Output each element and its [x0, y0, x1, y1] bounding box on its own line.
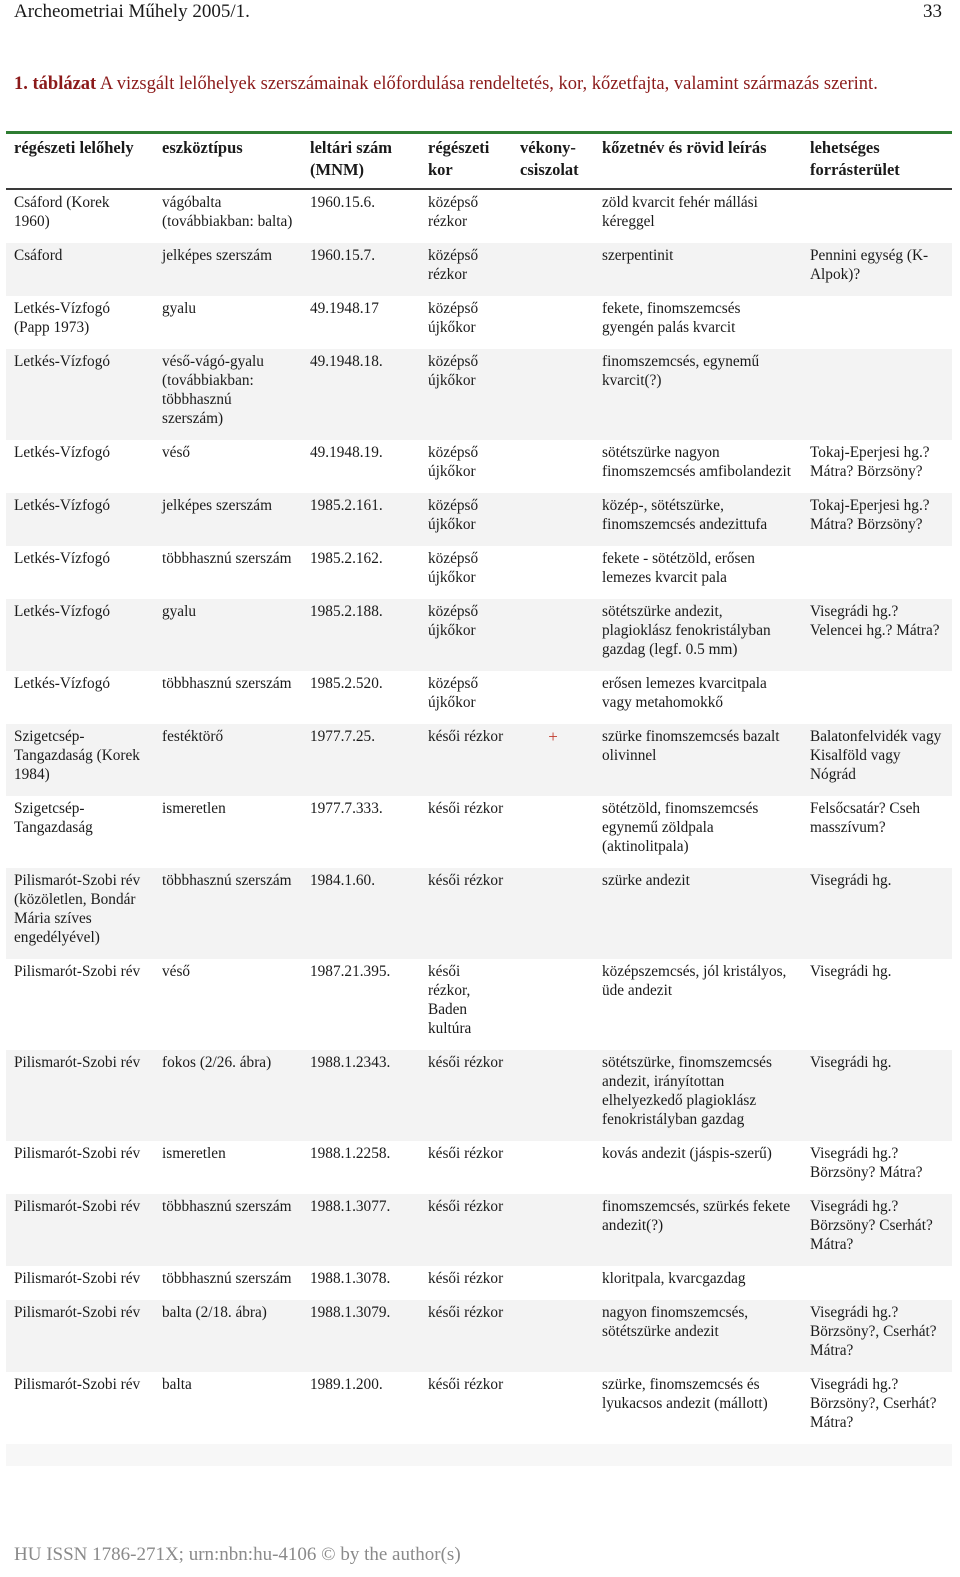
- rock-description-cell: zöld kvarcit fehér mállási kéreggel: [594, 189, 802, 243]
- table-row: [6, 796, 952, 868]
- period-cell: középső újkőkor: [420, 546, 512, 599]
- inventory-number-cell: 1984.1.60.: [302, 868, 420, 959]
- period-cell: középső újkőkor: [420, 493, 512, 546]
- inventory-number-cell: 1987.21.395.: [302, 959, 420, 1050]
- rock-description-cell: erősen lemezes kvarcitpala vagy metahomokkő: [594, 671, 802, 724]
- tool-type-cell: balta (2/18. ábra): [154, 1300, 302, 1372]
- period-cell: középső újkőkor: [420, 296, 512, 349]
- thin-section-cell: [512, 243, 594, 296]
- rock-description-cell: fekete - sötétzöld, erősen lemezes kvarcit pala: [594, 546, 802, 599]
- tool-type-cell: fokos (2/26. ábra): [154, 1050, 302, 1141]
- inventory-number-cell: 1977.7.333.: [302, 796, 420, 868]
- column-header: kőzetnév és rövid leírás: [594, 134, 802, 189]
- table-row: [6, 868, 952, 959]
- site-cell: Letkés-Vízfogó: [6, 599, 154, 671]
- site-cell: Letkés-Vízfogó: [6, 546, 154, 599]
- site-cell: Pilismarót-Szobi rév: [6, 1194, 154, 1266]
- inventory-number-cell: 49.1948.18.: [302, 349, 420, 440]
- site-cell: Pilismarót-Szobi rév (közöletlen, Bondár Mária szíves engedélyével): [6, 868, 154, 959]
- table-row: [6, 493, 952, 546]
- source-area-cell: [802, 671, 952, 724]
- table-row: [6, 546, 952, 599]
- source-area-cell: [802, 546, 952, 599]
- tool-type-cell: többhasznú szerszám: [154, 1266, 302, 1300]
- period-cell: középső újkőkor: [420, 349, 512, 440]
- table-row: [6, 671, 952, 724]
- footer-issn: HU ISSN 1786-271X; urn:nbn:hu-4106 © by the author(s): [14, 1544, 461, 1565]
- period-cell: késői rézkor, Baden kultúra: [420, 959, 512, 1050]
- column-header: régészeti lelőhely: [6, 134, 154, 189]
- site-cell: Pilismarót-Szobi rév: [6, 1372, 154, 1444]
- column-header: lehetséges forrásterület: [802, 134, 952, 189]
- tool-type-cell: véső: [154, 959, 302, 1050]
- source-area-cell: Visegrádi hg.? Börzsöny?, Cserhát? Mátra?: [802, 1300, 952, 1372]
- table-row: [6, 599, 952, 671]
- inventory-number-cell: 1988.1.3078.: [302, 1266, 420, 1300]
- column-header: leltári szám (MNM): [302, 134, 420, 189]
- period-cell: késői rézkor: [420, 1141, 512, 1194]
- journal-title: Archeometriai Műhely 2005/1.: [14, 1, 250, 22]
- period-cell: késői rézkor: [420, 1050, 512, 1141]
- tool-type-cell: többhasznú szerszám: [154, 671, 302, 724]
- period-cell: késői rézkor: [420, 1194, 512, 1266]
- inventory-number-cell: 1960.15.7.: [302, 243, 420, 296]
- period-cell: középső rézkor: [420, 189, 512, 243]
- inventory-number-cell: 1988.1.2343.: [302, 1050, 420, 1141]
- rock-description-cell: sötétszürke andezit, plagioklász fenokristályban gazdag (legf. 0.5 mm): [594, 599, 802, 671]
- period-cell: késői rézkor: [420, 1372, 512, 1444]
- tool-type-cell: véső-vágó-gyalu (továbbiakban: többhasznú szerszám): [154, 349, 302, 440]
- tool-type-cell: vágóbalta (továbbiakban: balta): [154, 189, 302, 243]
- inventory-number-cell: 1960.15.6.: [302, 189, 420, 243]
- inventory-number-cell: 1988.1.3079.: [302, 1300, 420, 1372]
- period-cell: késői rézkor: [420, 724, 512, 796]
- table-row: [6, 1266, 952, 1300]
- table-row: [6, 189, 952, 243]
- source-area-cell: [802, 1266, 952, 1300]
- source-area-cell: Visegrádi hg.: [802, 868, 952, 959]
- tool-type-cell: balta: [154, 1372, 302, 1444]
- thin-section-cell: [512, 1372, 594, 1444]
- source-area-cell: Visegrádi hg.? Börzsöny? Cserhát? Mátra?: [802, 1194, 952, 1266]
- period-cell: késői rézkor: [420, 868, 512, 959]
- rock-description-cell: szürke, finomszemcsés és lyukacsos andezit (mállott): [594, 1372, 802, 1444]
- inventory-number-cell: 49.1948.19.: [302, 440, 420, 493]
- thin-section-cell: [512, 1050, 594, 1141]
- period-cell: középső újkőkor: [420, 671, 512, 724]
- thin-section-cell: [512, 440, 594, 493]
- tool-type-cell: jelképes szerszám: [154, 243, 302, 296]
- site-cell: Csáford: [6, 243, 154, 296]
- thin-section-cell: [512, 671, 594, 724]
- thin-section-cell: [512, 189, 594, 243]
- site-cell: Letkés-Vízfogó: [6, 440, 154, 493]
- thin-section-cell: +: [512, 724, 594, 796]
- source-area-cell: [802, 349, 952, 440]
- rock-description-cell: fekete, finomszemcsés gyengén palás kvarcit: [594, 296, 802, 349]
- source-area-cell: Balatonfelvidék vagy Kisalföld vagy Nógrád: [802, 724, 952, 796]
- site-cell: Pilismarót-Szobi rév: [6, 1300, 154, 1372]
- table-caption: [14, 73, 944, 96]
- thin-section-cell: [512, 546, 594, 599]
- source-area-cell: [802, 189, 952, 243]
- tool-type-cell: ismeretlen: [154, 1141, 302, 1194]
- rock-description-cell: szürke finomszemcsés bazalt olivinnel: [594, 724, 802, 796]
- table-row: [6, 724, 952, 796]
- thin-section-cell: [512, 1266, 594, 1300]
- site-cell: Letkés-Vízfogó: [6, 349, 154, 440]
- tool-type-cell: gyalu: [154, 296, 302, 349]
- rock-description-cell: szerpentinit: [594, 243, 802, 296]
- source-area-cell: Visegrádi hg.? Velencei hg.? Mátra?: [802, 599, 952, 671]
- thin-section-cell: [512, 1194, 594, 1266]
- site-cell: Letkés-Vízfogó: [6, 671, 154, 724]
- rock-description-cell: kovás andezit (jáspis-szerű): [594, 1141, 802, 1194]
- thin-section-cell: [512, 796, 594, 868]
- rock-description-cell: kloritpala, kvarcgazdag: [594, 1266, 802, 1300]
- site-cell: Pilismarót-Szobi rév: [6, 959, 154, 1050]
- site-cell: Szigetcsép-Tangazdaság (Korek 1984): [6, 724, 154, 796]
- inventory-number-cell: 1977.7.25.: [302, 724, 420, 796]
- table-row: [6, 1194, 952, 1266]
- inventory-number-cell: 1989.1.200.: [302, 1372, 420, 1444]
- site-cell: Szigetcsép-Tangazdaság: [6, 796, 154, 868]
- thin-section-cell: [512, 868, 594, 959]
- table-row: [6, 243, 952, 296]
- thin-section-cell: [512, 1300, 594, 1372]
- table-row: [6, 296, 952, 349]
- inventory-number-cell: 1988.1.2258.: [302, 1141, 420, 1194]
- rock-description-cell: finomszemcsés, egynemű kvarcit(?): [594, 349, 802, 440]
- thin-section-cell: [512, 493, 594, 546]
- inventory-number-cell: 1985.2.161.: [302, 493, 420, 546]
- period-cell: késői rézkor: [420, 1300, 512, 1372]
- rock-description-cell: szürke andezit: [594, 868, 802, 959]
- site-cell: Pilismarót-Szobi rév: [6, 1266, 154, 1300]
- source-area-cell: [802, 296, 952, 349]
- table-row: [6, 1372, 952, 1444]
- table-caption-label: 1. táblázat: [14, 74, 97, 94]
- period-cell: késői rézkor: [420, 796, 512, 868]
- source-area-cell: Tokaj-Eperjesi hg.? Mátra? Börzsöny?: [802, 493, 952, 546]
- rock-description-cell: finomszemcsés, szürkés fekete andezit(?): [594, 1194, 802, 1266]
- source-area-cell: Visegrádi hg.: [802, 1050, 952, 1141]
- page-number: 33: [923, 1, 942, 22]
- source-area-cell: Visegrádi hg.? Börzsöny?, Cserhát? Mátra?: [802, 1372, 952, 1444]
- thin-section-cell: [512, 599, 594, 671]
- thin-section-cell: [512, 959, 594, 1050]
- period-cell: középső rézkor: [420, 243, 512, 296]
- tool-type-cell: festéktörő: [154, 724, 302, 796]
- table-row: [6, 1141, 952, 1194]
- inventory-number-cell: 1988.1.3077.: [302, 1194, 420, 1266]
- inventory-number-cell: 1985.2.520.: [302, 671, 420, 724]
- site-cell: Letkés-Vízfogó: [6, 493, 154, 546]
- inventory-number-cell: 49.1948.17: [302, 296, 420, 349]
- thin-section-cell: [512, 1141, 594, 1194]
- thin-section-cell: [512, 296, 594, 349]
- inventory-number-cell: 1985.2.162.: [302, 546, 420, 599]
- rock-description-cell: nagyon finomszemcsés, sötétszürke andezit: [594, 1300, 802, 1372]
- tool-type-cell: gyalu: [154, 599, 302, 671]
- column-header: vékony-csiszolat: [512, 134, 594, 189]
- data-table: [6, 134, 952, 1444]
- rock-description-cell: sötétszürke nagyon finomszemcsés amfibolandezit: [594, 440, 802, 493]
- table-body: [6, 189, 952, 1444]
- table-row: [6, 959, 952, 1050]
- source-area-cell: Tokaj-Eperjesi hg.? Mátra? Börzsöny?: [802, 440, 952, 493]
- rock-description-cell: középszemcsés, jól kristályos, üde andezit: [594, 959, 802, 1050]
- tool-type-cell: ismeretlen: [154, 796, 302, 868]
- site-cell: Csáford (Korek 1960): [6, 189, 154, 243]
- source-area-cell: Visegrádi hg.: [802, 959, 952, 1050]
- tool-type-cell: többhasznú szerszám: [154, 1194, 302, 1266]
- table-row: [6, 1050, 952, 1141]
- site-cell: Pilismarót-Szobi rév: [6, 1141, 154, 1194]
- period-cell: középső újkőkor: [420, 599, 512, 671]
- column-header: eszköztípus: [154, 134, 302, 189]
- source-area-cell: Visegrádi hg.? Börzsöny? Mátra?: [802, 1141, 952, 1194]
- thin-section-cell: [512, 349, 594, 440]
- period-cell: késői rézkor: [420, 1266, 512, 1300]
- rock-description-cell: sötétzöld, finomszemcsés egynemű zöldpala (aktinolitpala): [594, 796, 802, 868]
- rock-description-cell: sötétszürke, finomszemcsés andezit, irányítottan elhelyezkedő plagioklász fenokristályban gazdag: [594, 1050, 802, 1141]
- running-head: [14, 0, 942, 24]
- period-cell: középső újkőkor: [420, 440, 512, 493]
- source-area-cell: Pennini egység (K-Alpok)?: [802, 243, 952, 296]
- tool-type-cell: többhasznú szerszám: [154, 868, 302, 959]
- rock-description-cell: közép-, sötétszürke, finomszemcsés andezittufa: [594, 493, 802, 546]
- table-header-row: [6, 134, 952, 189]
- source-area-cell: Felsőcsatár? Cseh masszívum?: [802, 796, 952, 868]
- tool-type-cell: jelképes szerszám: [154, 493, 302, 546]
- site-cell: Pilismarót-Szobi rév: [6, 1050, 154, 1141]
- table-row: [6, 440, 952, 493]
- data-table-container: [6, 131, 952, 1466]
- site-cell: Letkés-Vízfogó (Papp 1973): [6, 296, 154, 349]
- tool-type-cell: véső: [154, 440, 302, 493]
- inventory-number-cell: 1985.2.188.: [302, 599, 420, 671]
- table-row: [6, 349, 952, 440]
- column-header: régészeti kor: [420, 134, 512, 189]
- table-row: [6, 1300, 952, 1372]
- tool-type-cell: többhasznú szerszám: [154, 546, 302, 599]
- table-caption-text: A vizsgált lelőhelyek szerszámainak előfordulása rendeltetés, kor, kőzetfajta, valamint származás szerint.: [96, 74, 878, 94]
